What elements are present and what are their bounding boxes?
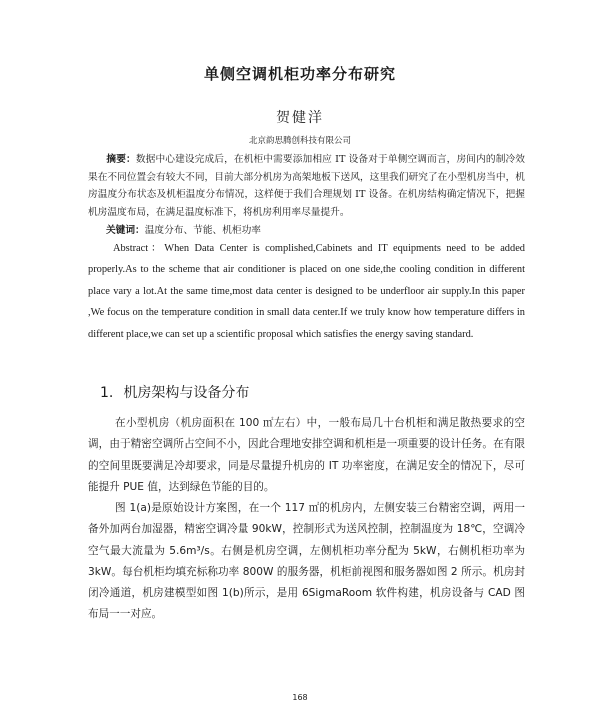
- keywords-text: 温度分布、节能、机柜功率: [144, 225, 261, 236]
- paper-title: 单侧空调机柜功率分布研究: [203, 65, 396, 83]
- abstract-cn-text: 数据中心建设完成后，在机柜中需要添加相应 IT 设备对于单侧空调而言，房间内的制冷效果在不同位置会有较大不同，目前大部分机房为高架地板下送风，这里我们研究了在小型机房当中，机房温度分布状态及机柜温度分布情况，这样便于我们合理规划 IT 设备。在机房结构确定情况下，把握机房温度布局，在满足温度标准下，将机房利用率尽量提升。: [88, 154, 525, 218]
- section-number: 1.: [100, 385, 114, 401]
- abstract-chinese: [88, 151, 525, 221]
- abstract-cn-label: 摘要：: [106, 154, 136, 165]
- page-number: 168: [292, 693, 308, 702]
- abstract-english: Abstract：When Data Center is complished,Cabinets and IT equipments need to be added properly.As to the scheme that air conditioner is placed on one side,the cooling condition in different place vary a lot.At the same time,most data center is designed to be underfloor air supply.In this paper ,We focus on the temperature condition in small data center.If we truly know how temperature differs in different place,we can set up a scientific proposal which satisfies the energy saving standard.: [88, 243, 525, 340]
- body-paragraph-2: 图 1(a)是原始设计方案图，在一个 117 ㎡的机房内，左侧安装三台精密空调，两用一备外加两台加湿器，精密空调冷量 90kW，控制形式为送风控制，控制温度为 18℃，空调冷空气最大流量为 5.6m³/s。右侧是机房空调，左侧机柜功率分配为 5kW，右侧机柜功率为 3kW。每台机柜均填充标称功率 800W 的服务器，机柜前视图和服务器如图 2 所示。机房封闭冷通道，机房建模型如图 1(b)所示，是用 6SigmaRoom 软件构建，机房设备与 CAD 图布局一一对应。: [88, 502, 525, 621]
- keywords: [106, 222, 526, 239]
- body-paragraph-1: 在小型机房（机房面积在 100 ㎡左右）中，一般布局几十台机柜和满足散热要求的空调，由于精密空调所占空间不小，因此合理地安排空调和机柜是一项重要的设计任务。在有限的空间里既要满足冷却要求，同是尽量提升机房的 IT 功率密度，在满足安全的情况下，尽可能提升 PUE 值，达到绿色节能的目的。: [88, 417, 525, 493]
- section-heading: [100, 382, 520, 402]
- author-affiliation: 北京韵思腾创科技有限公司: [248, 136, 351, 146]
- author-name: 贺健洋: [276, 110, 324, 126]
- keywords-label: 关键词：: [106, 225, 145, 236]
- section-title: 机房架构与设备分布: [123, 385, 250, 401]
